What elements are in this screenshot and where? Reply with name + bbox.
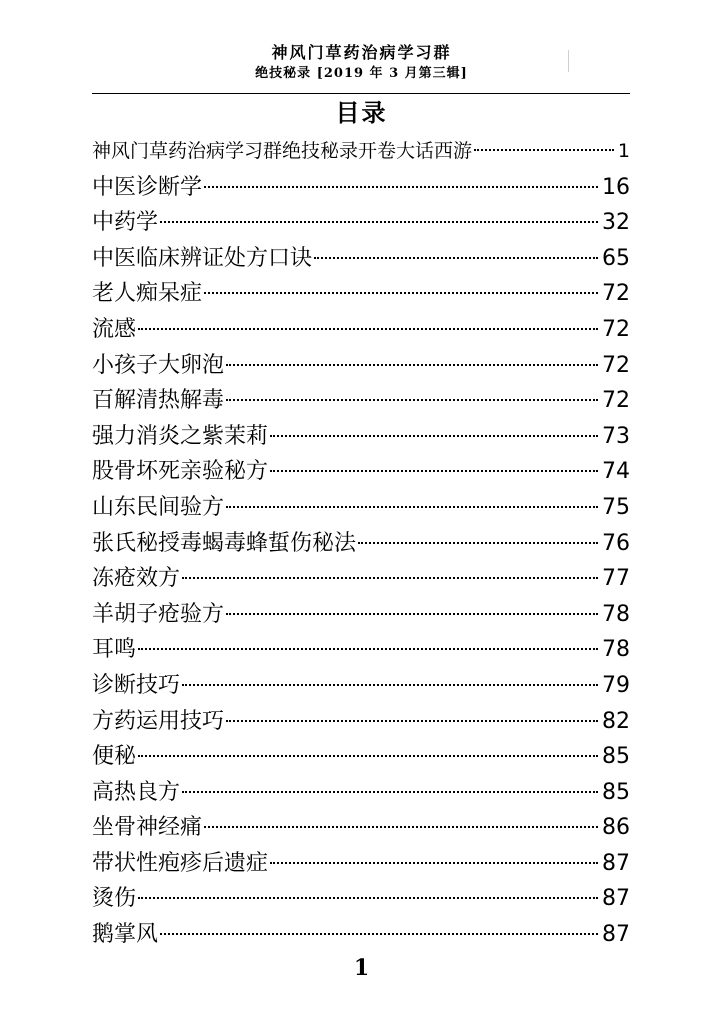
toc-entry-page: 32 (602, 210, 630, 236)
toc-entry[interactable] (92, 454, 630, 490)
dot-leader (182, 577, 598, 579)
toc-entry-page: 85 (602, 744, 630, 770)
toc-entry-label: 股骨坏死亲验秘方 (92, 459, 269, 485)
header-title: 神风门草药治病学习群 (271, 43, 452, 62)
dot-leader (270, 470, 598, 472)
dot-leader (204, 186, 598, 188)
toc-entry[interactable] (92, 205, 630, 241)
toc-entry[interactable] (92, 490, 630, 526)
toc-entry-page: 75 (602, 494, 630, 520)
toc-entry-label: 老人痴呆症 (92, 281, 203, 307)
dot-leader (226, 506, 598, 508)
toc-entry-page: 72 (602, 281, 630, 307)
toc-entry[interactable] (92, 704, 630, 740)
toc-entry-page: 87 (602, 850, 630, 876)
toc-entry[interactable] (92, 383, 630, 419)
running-header (0, 42, 723, 84)
table-of-contents (92, 134, 630, 953)
toc-entry-label: 诊断技巧 (92, 672, 181, 698)
toc-entry[interactable] (92, 597, 630, 633)
dot-leader (226, 613, 598, 615)
toc-entry[interactable] (92, 312, 630, 348)
dot-leader (160, 221, 598, 223)
toc-entry-label: 中医诊断学 (92, 174, 203, 200)
toc-entry-page: 86 (602, 815, 630, 841)
toc-entry[interactable] (92, 846, 630, 882)
toc-entry[interactable] (92, 561, 630, 597)
toc-title: 目录 (335, 98, 388, 127)
crop-mark (568, 50, 569, 72)
dot-leader (270, 435, 598, 437)
dot-leader (270, 862, 598, 864)
dot-leader (474, 149, 614, 151)
toc-entry[interactable] (92, 881, 630, 917)
dot-leader (160, 933, 598, 935)
dot-leader (204, 826, 598, 828)
toc-entry-label: 冻疮效方 (92, 566, 181, 592)
toc-entry-page: 76 (602, 530, 630, 556)
toc-entry-label: 坐骨神经痛 (92, 815, 203, 841)
toc-entry-label: 方药运用技巧 (92, 708, 225, 734)
toc-entry[interactable] (92, 241, 630, 277)
toc-entry-label: 百解清热解毒 (92, 388, 225, 414)
toc-entry-label: 张氏秘授毒蝎毒蜂蜇伤秘法 (92, 530, 357, 556)
dot-leader (226, 720, 598, 722)
toc-entry-page: 16 (602, 174, 630, 200)
toc-entry-page: 78 (602, 601, 630, 627)
header-subtitle: 绝技秘录 [2019 年 3 月第三辑] (255, 66, 468, 81)
page-number: 1 (353, 955, 370, 981)
toc-entry-label: 鹅掌风 (92, 922, 159, 948)
toc-entry[interactable] (92, 276, 630, 312)
toc-entry[interactable] (92, 526, 630, 562)
dot-leader (138, 328, 598, 330)
dot-leader (226, 364, 598, 366)
dot-leader (358, 542, 598, 544)
toc-entry-page: 78 (602, 637, 630, 663)
dot-leader (204, 292, 598, 294)
toc-entry-label: 流感 (92, 316, 137, 342)
toc-entry-label: 耳鸣 (92, 637, 137, 663)
dot-leader (138, 648, 598, 650)
toc-entry-label: 强力消炎之紫茉莉 (92, 423, 269, 449)
toc-entry[interactable] (92, 632, 630, 668)
toc-entry[interactable] (92, 775, 630, 811)
toc-entry[interactable] (92, 917, 630, 953)
toc-entry[interactable] (92, 134, 630, 170)
dot-leader (138, 897, 598, 899)
toc-entry[interactable] (92, 810, 630, 846)
toc-entry[interactable] (92, 348, 630, 384)
dot-leader (182, 684, 598, 686)
toc-entry-page: 74 (602, 459, 630, 485)
dot-leader (226, 399, 598, 401)
toc-entry-page: 72 (602, 316, 630, 342)
toc-entry-page: 87 (602, 922, 630, 948)
toc-entry[interactable] (92, 739, 630, 775)
toc-entry-page: 72 (602, 388, 630, 414)
toc-entry-label: 中医临床辨证处方口诀 (92, 245, 313, 271)
toc-entry-label: 小孩子大卵泡 (92, 352, 225, 378)
toc-entry-page: 65 (602, 245, 630, 271)
toc-entry-page: 79 (602, 672, 630, 698)
dot-leader (182, 791, 598, 793)
toc-entry-label: 中药学 (92, 210, 159, 236)
header-divider (92, 93, 630, 94)
toc-entry[interactable] (92, 668, 630, 704)
toc-entry-label: 羊胡子疮验方 (92, 601, 225, 627)
dot-leader (314, 257, 598, 259)
toc-entry-page: 77 (602, 566, 630, 592)
toc-entry-page: 1 (617, 140, 630, 162)
toc-entry[interactable] (92, 419, 630, 455)
toc-entry-label: 带状性疱疹后遗症 (92, 850, 269, 876)
toc-entry-page: 82 (602, 708, 630, 734)
toc-entry-label: 山东民间验方 (92, 494, 225, 520)
toc-entry-page: 73 (602, 423, 630, 449)
toc-entry-page: 85 (602, 779, 630, 805)
toc-entry[interactable] (92, 170, 630, 206)
toc-entry-label: 高热良方 (92, 779, 181, 805)
toc-entry-label: 神风门草药治病学习群绝技秘录开卷大话西游 (92, 140, 473, 162)
toc-entry-page: 72 (602, 352, 630, 378)
toc-entry-label: 烫伤 (92, 886, 137, 912)
toc-entry-page: 87 (602, 886, 630, 912)
toc-entry-label: 便秘 (92, 744, 137, 770)
dot-leader (138, 755, 598, 757)
